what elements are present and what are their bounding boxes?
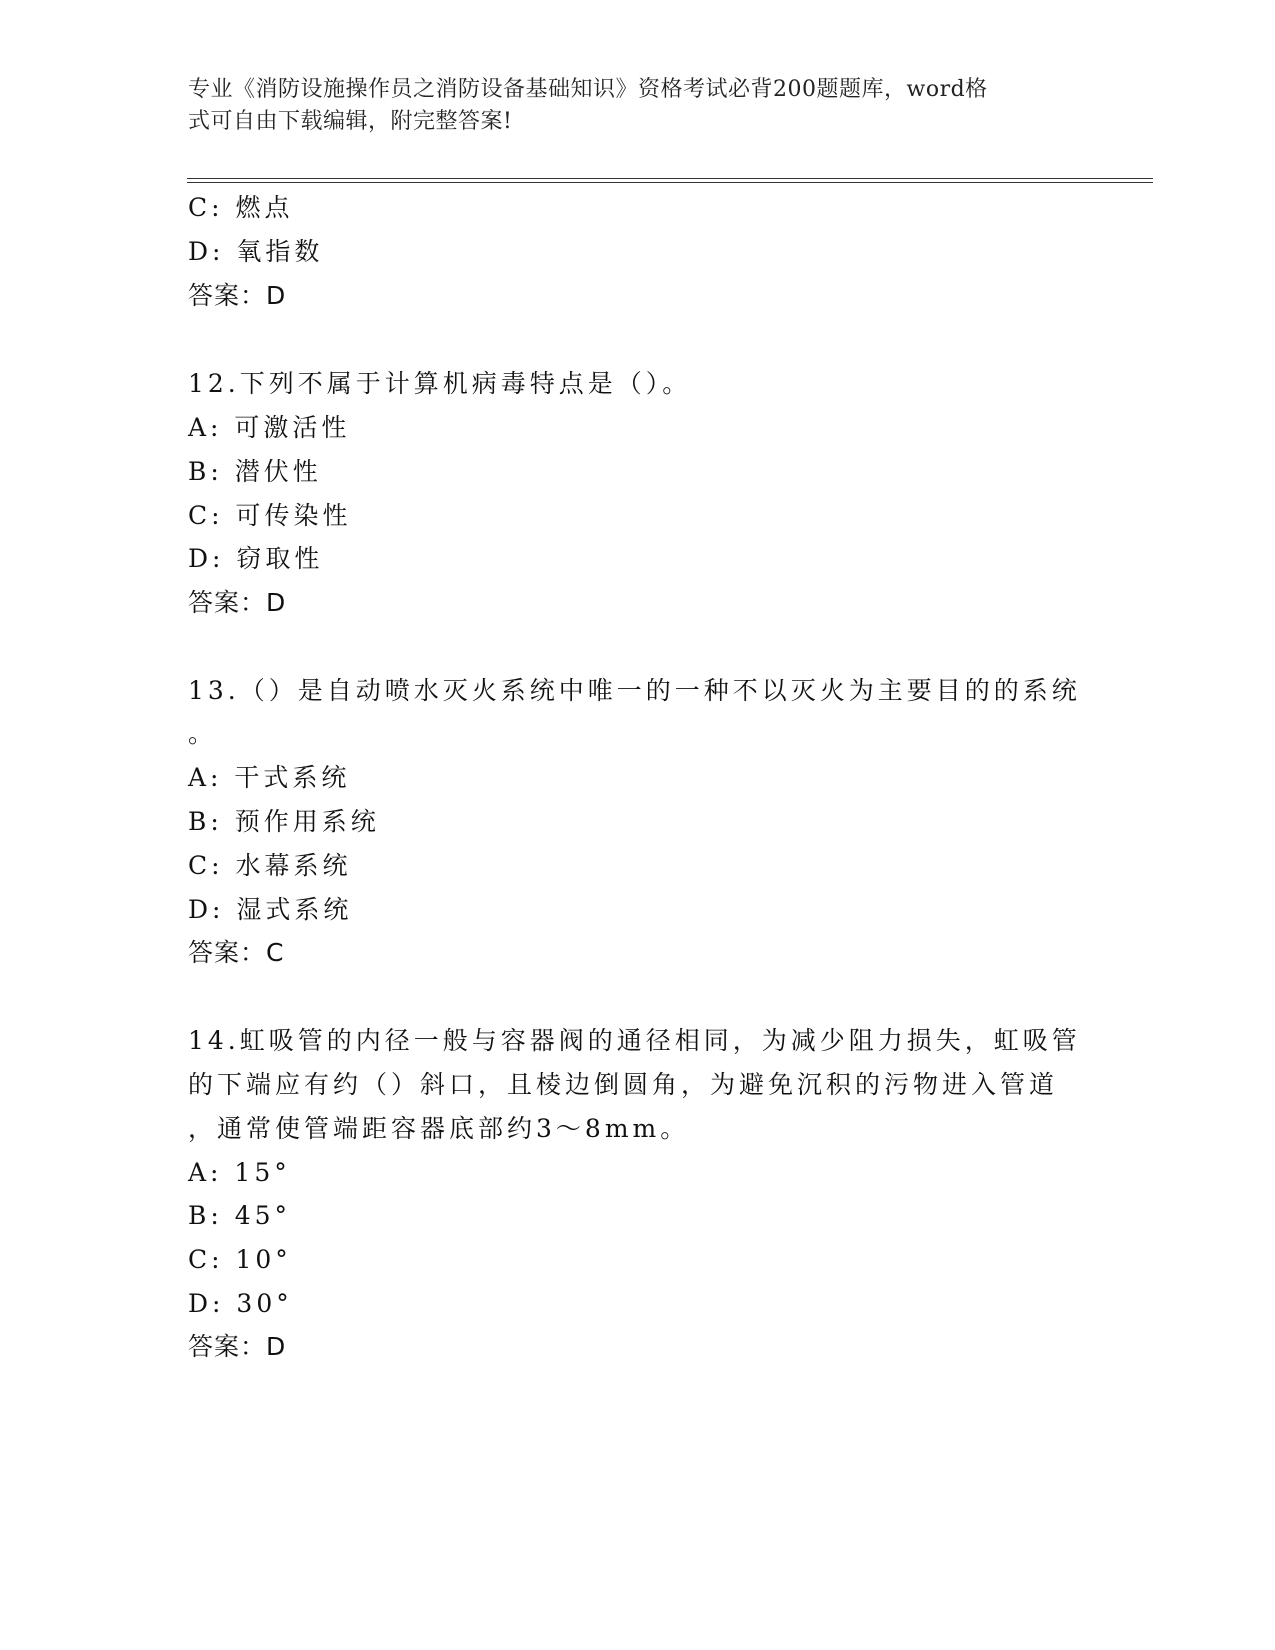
question-13-stem-line-2: 。 xyxy=(188,719,218,748)
question-12-stem: 12.下列不属于计算机病毒特点是（）。 xyxy=(188,369,692,398)
question-14-option-b: B: 45° xyxy=(188,1201,292,1230)
question-14-stem-line-2: 的下端应有约（）斜口，且棱边倒圆角，为避免沉积的污物进入管道 xyxy=(188,1070,1059,1099)
question-13-option-c: C: 水幕系统 xyxy=(188,851,352,880)
question-14-stem-line-1: 14.虹吸管的内径一般与容器阀的通径相同，为减少阻力损失，虹吸管 xyxy=(188,1026,1081,1055)
question-14-stem-line-3: ，通常使管端距容器底部约3～8mm。 xyxy=(188,1114,690,1143)
question-13-option-d: D: 湿式系统 xyxy=(188,895,353,924)
question-12-option-d: D: 窃取性 xyxy=(188,544,324,573)
question-13-stem-line-1: 13.（）是自动喷水灭火系统中唯一的一种不以灭火为主要目的的系统 xyxy=(188,676,1081,705)
option-c: C: 燃点 xyxy=(188,193,294,222)
option-d: D: 氧指数 xyxy=(188,237,324,266)
question-13-option-a: A: 干式系统 xyxy=(188,763,351,792)
header-title-line-1: 专业《消防设施操作员之消防设备基础知识》资格考试必背200题题库，word格 xyxy=(188,77,988,102)
header-divider xyxy=(187,178,1153,183)
question-14-option-d: D: 30° xyxy=(188,1289,293,1318)
question-13-answer: 答案：C xyxy=(188,938,285,967)
question-14-option-a: A: 15° xyxy=(188,1158,291,1187)
question-12-option-c: C: 可传染性 xyxy=(188,501,352,530)
header-title-line-2: 式可自由下载编辑，附完整答案! xyxy=(188,109,513,134)
question-12-option-b: B: 潜伏性 xyxy=(188,457,322,486)
document-header xyxy=(188,74,1088,138)
question-13-option-b: B: 预作用系统 xyxy=(188,807,380,836)
question-12-option-a: A: 可激活性 xyxy=(188,413,351,442)
question-14-option-c: C: 10° xyxy=(188,1245,292,1274)
question-14-answer: 答案：D xyxy=(188,1332,287,1361)
answer: 答案：D xyxy=(188,281,287,310)
question-12-answer: 答案：D xyxy=(188,588,287,617)
